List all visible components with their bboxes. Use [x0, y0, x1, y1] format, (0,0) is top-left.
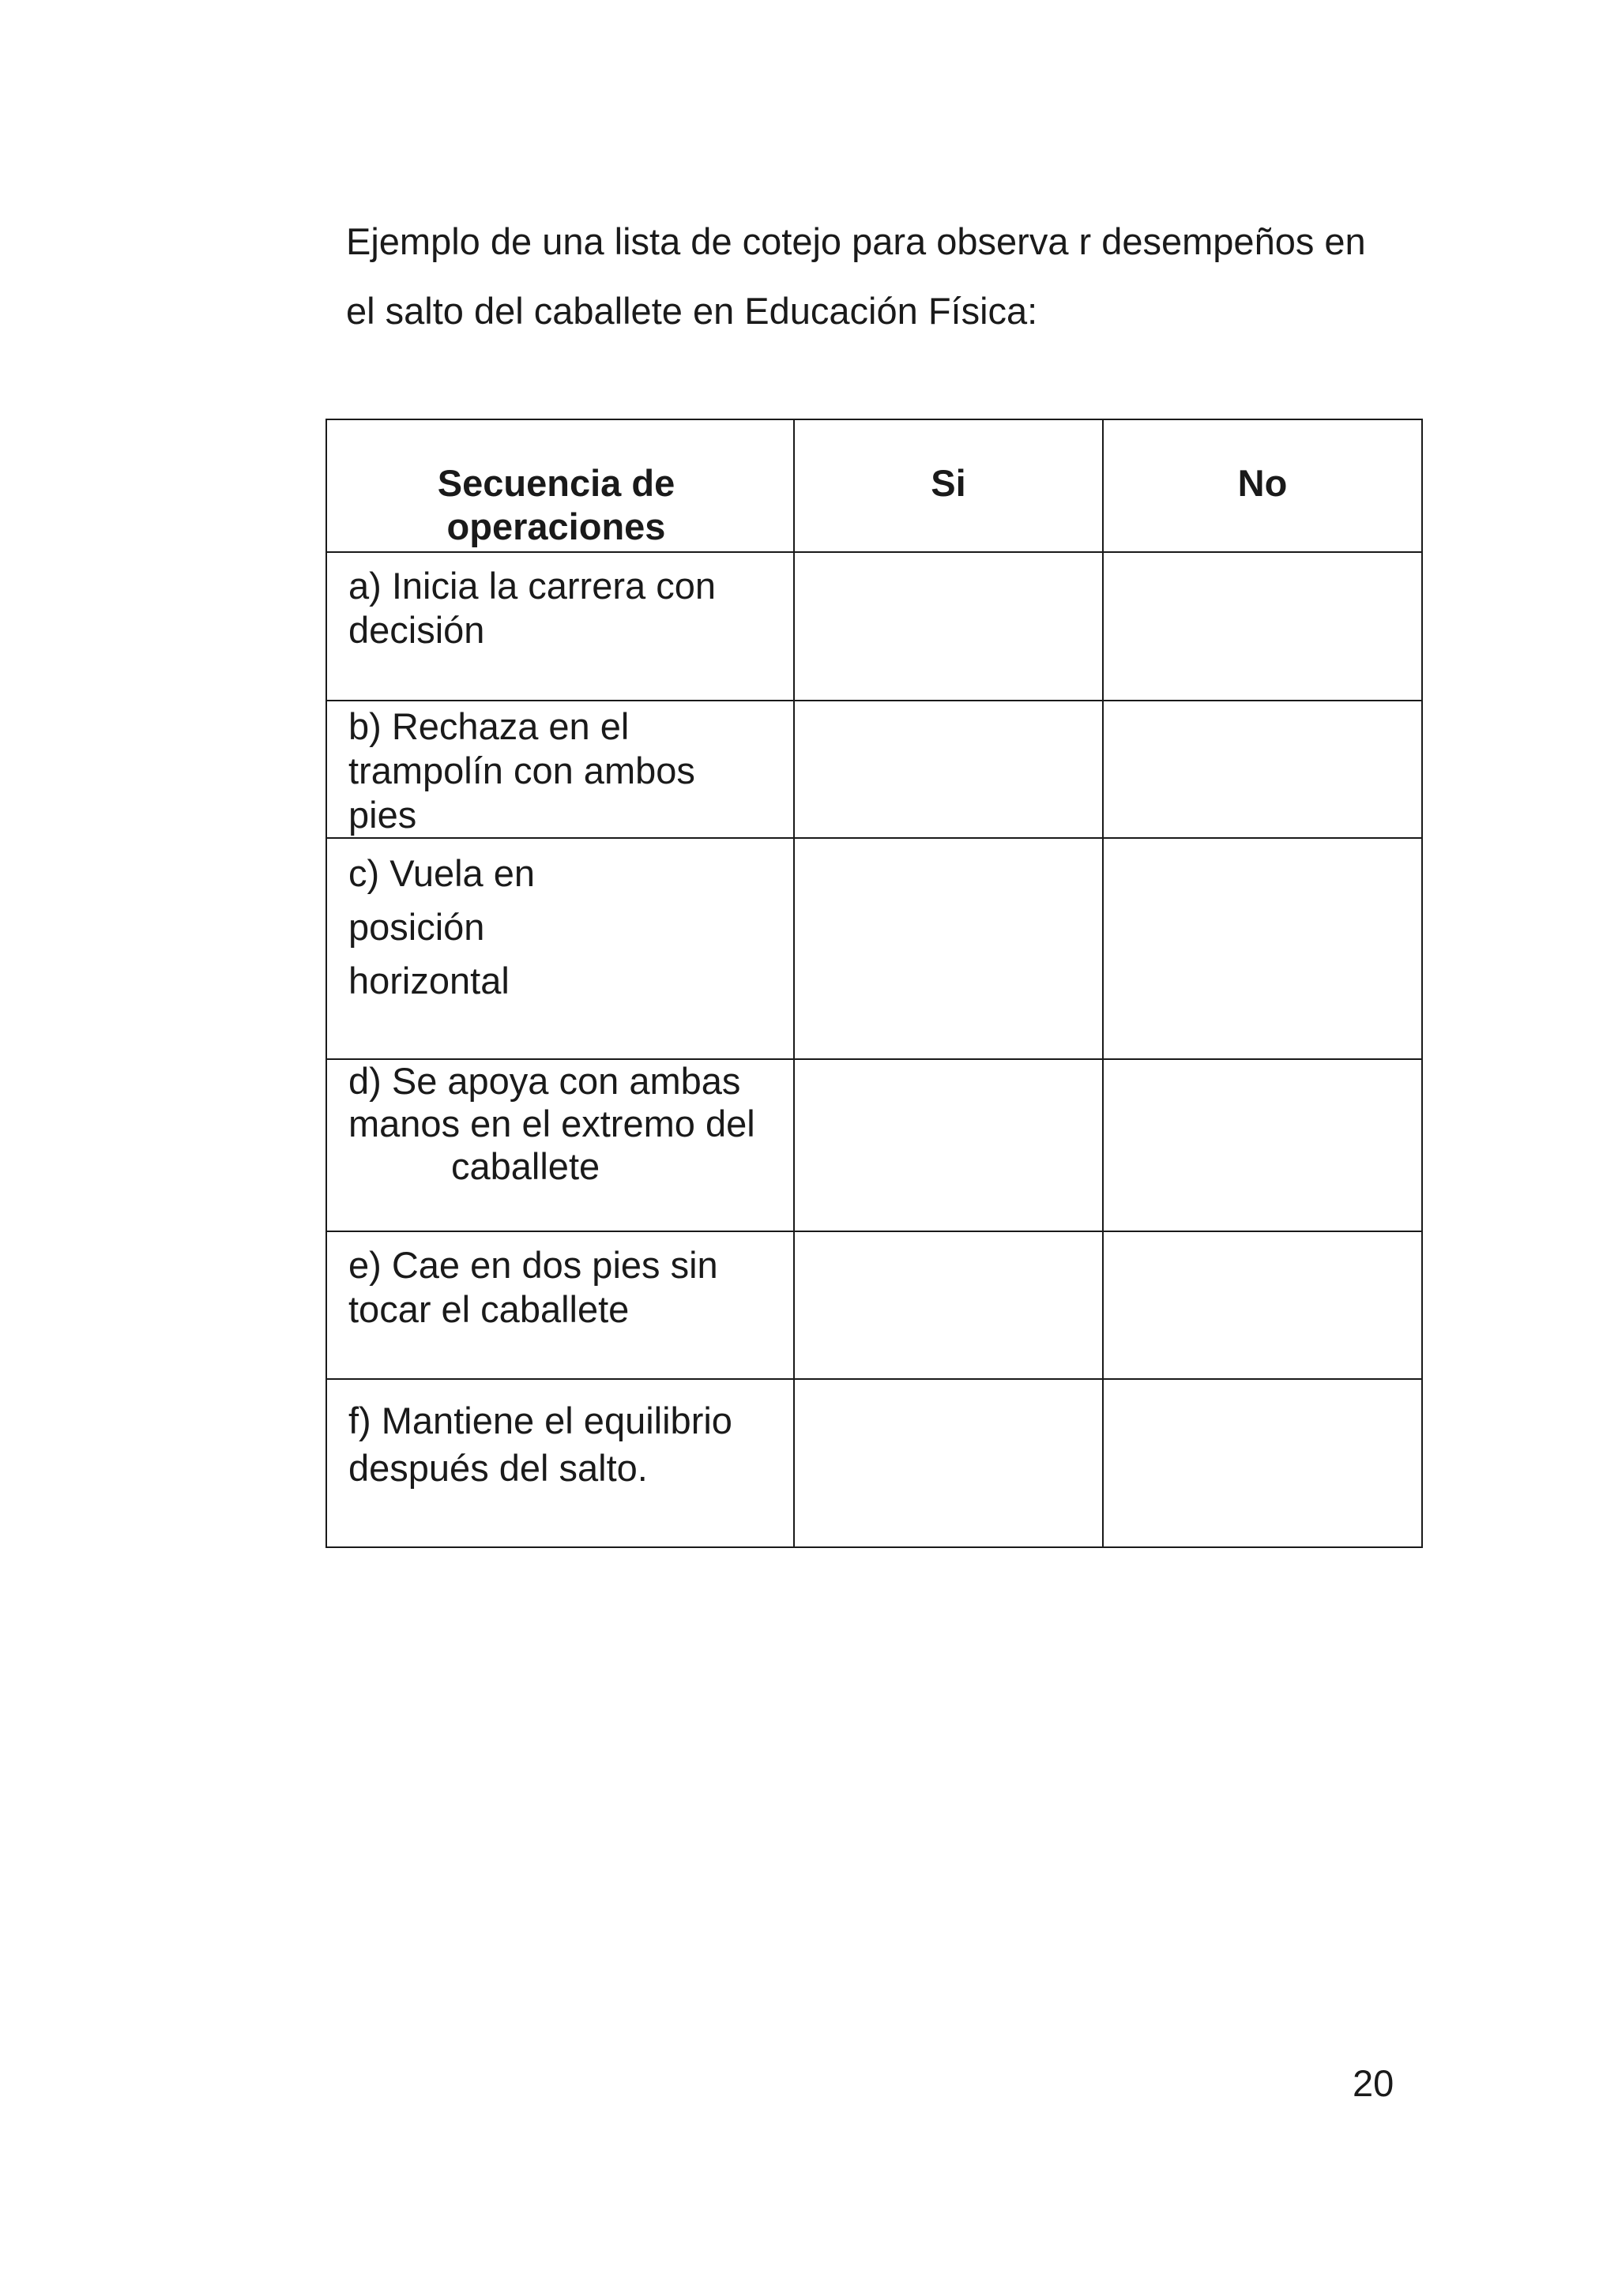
row-e-no-cell[interactable] [1103, 1231, 1422, 1379]
table-row [326, 701, 1422, 838]
line: pies [348, 794, 417, 836]
row-a-text [326, 552, 794, 701]
row-a-yes-cell[interactable] [794, 552, 1103, 701]
row-b-yes-cell[interactable] [794, 701, 1103, 838]
line: posición [348, 906, 485, 948]
row-c-text [326, 838, 794, 1059]
table-row [326, 1379, 1422, 1547]
page-number: 20 [1353, 2062, 1394, 2104]
row-f-no-cell[interactable] [1103, 1379, 1422, 1547]
row-b-text [326, 701, 794, 838]
table-row [326, 1059, 1422, 1231]
header-no: No [1103, 419, 1422, 552]
row-a-no-cell[interactable] [1103, 552, 1422, 701]
table-row [326, 1231, 1422, 1379]
line: c) Vuela en [348, 852, 536, 894]
table-row [326, 838, 1422, 1059]
header-sequence: Secuencia de operaciones [326, 419, 794, 552]
line: f) Mantiene el equilibrio [348, 1400, 732, 1441]
line: tocar el caballete [348, 1288, 630, 1330]
row-c-no-cell[interactable] [1103, 838, 1422, 1059]
row-f-yes-cell[interactable] [794, 1379, 1103, 1547]
line: horizontal [348, 960, 510, 1001]
line: trampolín con ambos [348, 750, 695, 791]
line: a) Inicia la carrera con [348, 565, 716, 607]
table-row [326, 552, 1422, 701]
row-c-yes-cell[interactable] [794, 838, 1103, 1059]
header-row [326, 419, 1422, 552]
line: manos en el extremo del [348, 1103, 755, 1144]
row-d-text [326, 1059, 794, 1231]
row-d-no-cell[interactable] [1103, 1059, 1422, 1231]
intro-line-2: el salto del caballete en Educación Física: [346, 290, 1038, 332]
line: b) Rechaza en el [348, 705, 630, 747]
line: decisión [348, 609, 485, 651]
line: d) Se apoya con ambas [348, 1060, 741, 1102]
intro-line-1: Ejemplo de una lista de cotejo para observa r desempeños en [346, 220, 1366, 262]
line: después del salto. [348, 1447, 648, 1489]
row-f-text [326, 1379, 794, 1547]
line: e) Cae en dos pies sin [348, 1244, 718, 1286]
line: caballete [451, 1145, 600, 1187]
row-d-yes-cell[interactable] [794, 1059, 1103, 1231]
row-e-text [326, 1231, 794, 1379]
row-e-yes-cell[interactable] [794, 1231, 1103, 1379]
row-b-no-cell[interactable] [1103, 701, 1422, 838]
intro-paragraph [346, 207, 1436, 346]
checklist-table [325, 419, 1423, 1548]
header-yes: Si [794, 419, 1103, 552]
